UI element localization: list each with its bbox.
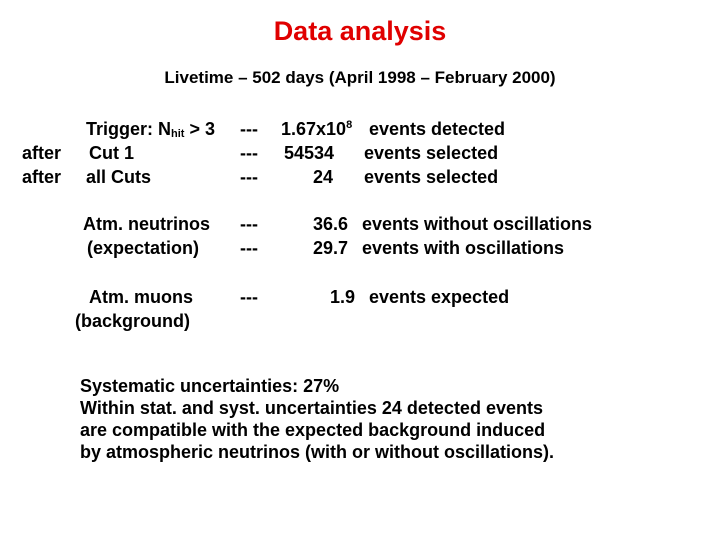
cut1-desc: events selected <box>364 143 499 163</box>
conclusion-line-1: Systematic uncertainties: 27% <box>80 376 340 396</box>
cut1-value: 54534 <box>284 143 335 163</box>
atm-neutrinos-desc2: events with oscillations <box>362 238 565 258</box>
atm-neutrinos-value1: 36.6 <box>313 214 349 234</box>
atm-neutrinos-value2: 29.7 <box>313 238 349 258</box>
conclusion-line-2: Within stat. and syst. uncertainties 24 detected events <box>80 398 543 418</box>
trigger-label <box>86 119 215 140</box>
atm-muons-label: Atm. muons <box>89 287 194 307</box>
trigger-value-exponent: 8 <box>346 119 353 131</box>
atm-neutrinos-label2: (expectation) <box>87 238 200 258</box>
livetime-subtitle: Livetime – 502 days (April 1998 – February 2000) <box>164 68 556 87</box>
atm-muons-label2: (background) <box>75 311 190 331</box>
allcuts-desc: events selected <box>364 167 499 187</box>
allcuts-prefix: after <box>22 167 62 187</box>
allcuts-label: all Cuts <box>86 167 152 187</box>
trigger-value <box>281 119 352 140</box>
atm-neutrinos-dash1: --- <box>240 214 258 234</box>
trigger-label-subscript: hit <box>171 128 185 140</box>
atm-muons-value: 1.9 <box>330 287 356 307</box>
slide-title: Data analysis <box>273 16 447 46</box>
conclusion-block <box>80 375 554 463</box>
atm-muons-desc: events expected <box>369 287 510 307</box>
trigger-label-main: Trigger: N <box>86 119 172 139</box>
cut1-prefix: after <box>22 143 62 163</box>
atm-neutrinos-dash2: --- <box>240 238 258 258</box>
trigger-desc: events detected <box>369 119 506 139</box>
trigger-value-main: 1.67x10 <box>281 119 347 139</box>
cut1-label: Cut 1 <box>89 143 134 163</box>
allcuts-value: 24 <box>313 167 334 187</box>
atm-neutrinos-label: Atm. neutrinos <box>83 214 211 234</box>
allcuts-dash: --- <box>240 167 258 187</box>
cut1-dash: --- <box>240 143 258 163</box>
conclusion-line-4: by atmospheric neutrinos (with or without oscillations). <box>80 442 555 462</box>
atm-muons-dash: --- <box>240 287 258 307</box>
atm-neutrinos-desc1: events without oscillations <box>362 214 593 234</box>
conclusion-line-3: are compatible with the expected background induced <box>80 420 546 440</box>
trigger-dash: --- <box>240 119 258 139</box>
trigger-label-rest: > 3 <box>184 119 215 139</box>
